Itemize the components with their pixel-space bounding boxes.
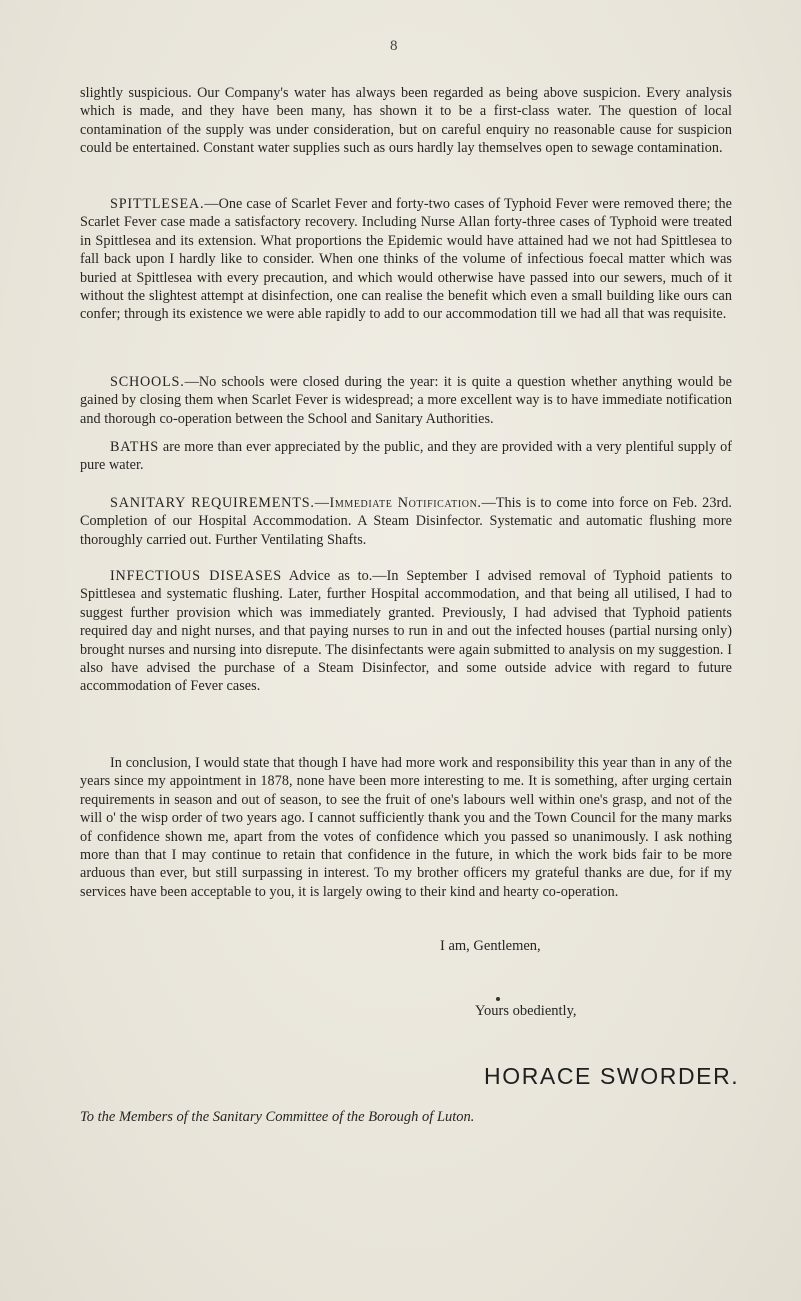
paragraph-baths-text: are more than ever appreciated by the public, and they are provided with a very plentiful supply of pure water. [80, 439, 732, 474]
heading-infectious-diseases: INFECTIOUS DISEASES [110, 568, 282, 584]
heading-baths: BATHS [110, 439, 159, 455]
paragraph-sanitary-requirements-text: —This is to come into force on Feb. 23rd. Completion of our Hospital Accommodation. A Steam Disinfector. Systematic and automatic flushing more thoroughly carried out. Further Ventilating Shafts. [80, 495, 732, 548]
immediate-notification-label: —Immediate Notification. [314, 495, 482, 511]
paragraph-conclusion [80, 754, 732, 901]
paragraph-sanitary-requirements [80, 494, 732, 549]
paragraph-schools-text: —No schools were closed during the year: it is quite a question whether anything would be gained by closing them when Scarlet Fever is widespread; a more excellent way is to have immediate notification and thorough co-operation between the School and Sanitary Authorities. [80, 374, 732, 427]
paragraph-infectious-diseases-text: Advice as to.—In September I advised removal of Typhoid patients to Spittlesea and systematic flushing. Later, further Hospital accommodation, and that being all utilised, I had to suggest further provision which was immediately granted. Previously, I had advised that Typhoid patients required day and night nurses, and that paying nurses to run in and out the infected houses (partial nursing only) brought nurses and nursing into disrepute. The disinfectants were again submitted to analysis on my suggestion. I also have advised the purchase of a Steam Disinfector, and some outside advice with regard to future accommodation of Fever cases. [80, 568, 732, 695]
paragraph-spittlesea-text: —One case of Scarlet Fever and forty-two cases of Typhoid Fever were removed there; the Scarlet Fever case made a satisfactory recovery. Including Nurse Allan forty-three cases of Typhoid were treated in Spittlesea and its extension. What proportions the Epidemic would have attained had we not had Spittlesea to fall back upon I hardly like to consider. When one thinks of the volume of infectious foecal matter which was buried at Spittlesea with every precaution, and which would otherwise have passed into our sewers, much of it without the slightest attempt at disinfection, one can realise the benefit which even a small building like ours can confer; through its existence we were able rapidly to add to our accommodation till we had all that was requisite. [80, 196, 732, 323]
paragraph-schools [80, 373, 732, 428]
heading-spittlesea: SPITTLESEA. [110, 196, 205, 212]
paragraph-water-supply: slightly suspicious. Our Company's water has always been regarded as being above suspicion. Every analysis which is made, and they have been many, has shown it to be a first-class water. The question of local contamination of the supply was under consideration, but on careful enquiry no reasonable cause for suspicion could be entertained. Constant water supplies such as ours hardly lay themselves open to sewage contamination. [80, 85, 732, 157]
heading-schools: SCHOOLS. [110, 374, 185, 390]
salutation: I am, Gentlemen, [440, 938, 541, 954]
paragraph-conclusion-text: In conclusion, I would state that though I have had more work and responsibility this year than in any of the years since my appointment in 1878, none have been more interesting to me. It is something, after urging certain requirements in season and out of season, to see the fruit of one's labours well within one's grasp, and not of the will o' the wisp order of two years ago. I cannot sufficiently thank you and the Town Council for the many marks of confidence shown me, apart from the votes of confidence which you passed so unanimously. I ask nothing more than that I may continue to retain that confidence in the future, in which the work bids fair to be more arduous than ever, but still surpassing in interest. To my brother officers my grateful thanks are due, for if my services have been acceptable to you, it is largely owing to their kind and hearty co-operation. [80, 755, 732, 900]
heading-sanitary-requirements: SANITARY REQUIREMENTS. [110, 495, 315, 511]
page-number: 8 [390, 38, 398, 54]
ink-dot [496, 997, 500, 1001]
paragraph-spittlesea [80, 195, 732, 324]
signature-name: HORACE SWORDER. [484, 1063, 740, 1089]
paragraph-baths [80, 438, 732, 475]
paragraph-infectious-diseases [80, 567, 732, 696]
valediction: Yours obediently, [475, 1003, 577, 1019]
address-line: To the Members of the Sanitary Committee of the Borough of Luton. [80, 1109, 475, 1125]
